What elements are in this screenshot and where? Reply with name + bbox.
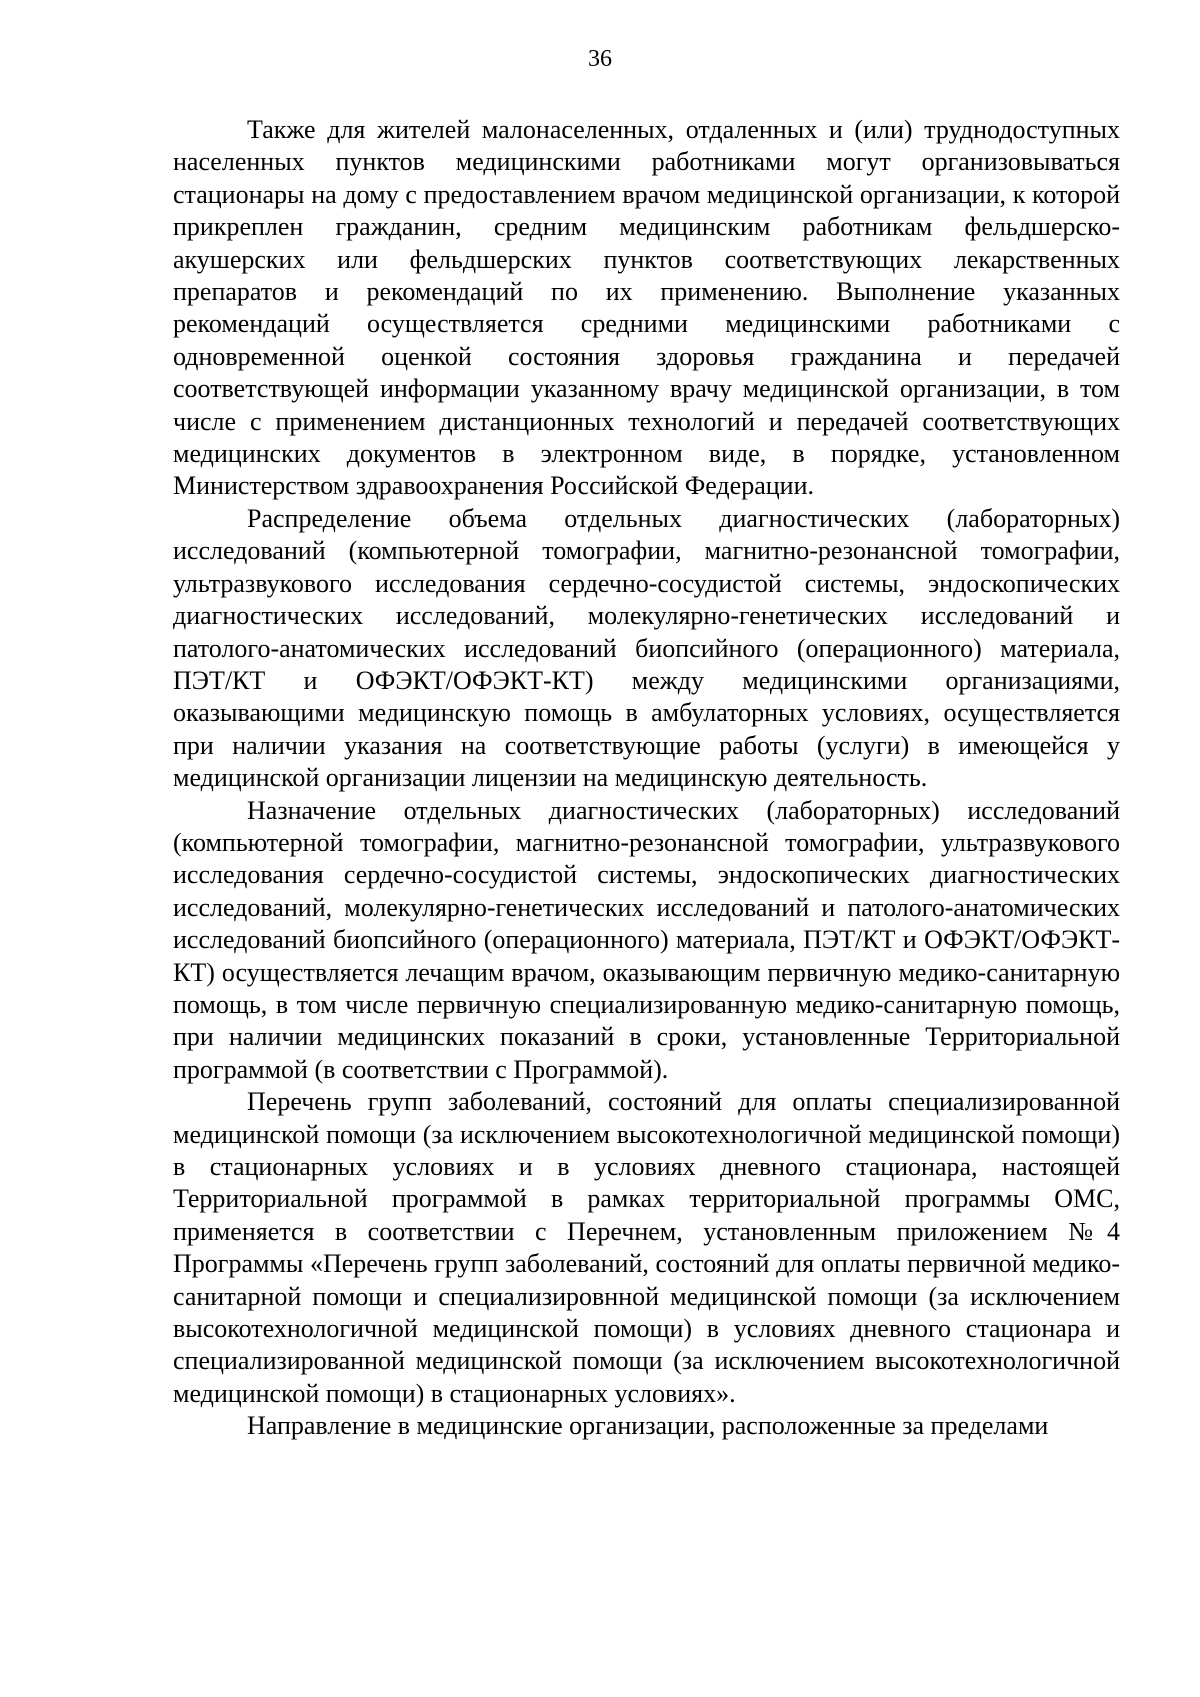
paragraph-referral: Направление в медицинские организации, расположенные за пределами bbox=[247, 1411, 1049, 1441]
paragraph-home-hospitals: Также для жителей малонаселенных, отдаленных и (или) труднодоступных населенных пунктов медицинскими работниками могут организовываться стационары на дому с предоставлением врачом медицинской организации, к которой прикреплен гражданин, средним медицинским работникам фельдшерско-акушерских или фельдшерских пунктов соответствующих лекарственных препаратов и рекомендаций по их применению. Выполнение указанных рекомендаций осуществляется средними медицинскими работниками с одновременной оценкой состояния здоровья гражданина и передачей соответствующей информации указанному врачу медицинской организации, в том числе с применением дистанционных технологий и передачей соответствующих медицинских документов в электронном виде, в порядке, установленном Министерством здравоохранения Российской Федерации. bbox=[173, 115, 1120, 501]
document-body bbox=[173, 114, 1120, 1443]
page-number: 36 bbox=[588, 46, 612, 72]
paragraph-diagnostic-assignment: Назначение отдельных диагностических (лабораторных) исследований (компьютерной томографии, магнитно-резонансной томографии, ультразвукового исследования сердечно-сосудистой системы, эндоскопических диагностических исследований, молекулярно-генетических исследований и патолого-анатомических исследований биопсийного (операционного) материала, ПЭТ/КТ и ОФЭКТ/ОФЭКТ-КТ) осуществляется лечащим врачом, оказывающим первичную медико-санитарную помощь, в том числе первичную специализированную медико-санитарную помощь, при наличии медицинских показаний в сроки, установленные Территориальной программой (в соответствии с Программой). bbox=[173, 795, 1120, 1084]
paragraph-diagnostic-distribution: Распределение объема отдельных диагностических (лабораторных) исследований (компьютерной томографии, магнитно-резонансной томографии, ультразвукового исследования сердечно-сосудистой системы, эндоскопических диагностических исследований, молекулярно-генетических исследований и патолого-анатомических исследований биопсийного (операционного) материала, ПЭТ/КТ и ОФЭКТ/ОФЭКТ-КТ) между медицинскими организациями, оказывающими медицинскую помощь в амбулаторных условиях, осуществляется при наличии указания на соответствующие работы (услуги) в имеющейся у медицинской организации лицензии на медицинскую деятельность. bbox=[173, 503, 1120, 793]
paragraph-disease-groups-list: Перечень групп заболеваний, состояний для оплаты специализированной медицинской помощи (за исключением высокотехнологичной медицинской помощи) в стационарных условиях и в условиях дневного стационара, настоящей Территориальной программой в рамках территориальной программы ОМС, применяется в соответствии с Перечнем, установленным приложением №4 Программы «Перечень групп заболеваний, состояний для оплаты первичной медико-санитарной помощи и специализировнной медицинской помощи (за исключением высокотехнологичной медицинской помощи) в условиях дневного стационара и специализированной медицинской помощи (за исключением высокотехнологичной медицинской помощи) в стационарных условиях». bbox=[173, 1087, 1120, 1408]
